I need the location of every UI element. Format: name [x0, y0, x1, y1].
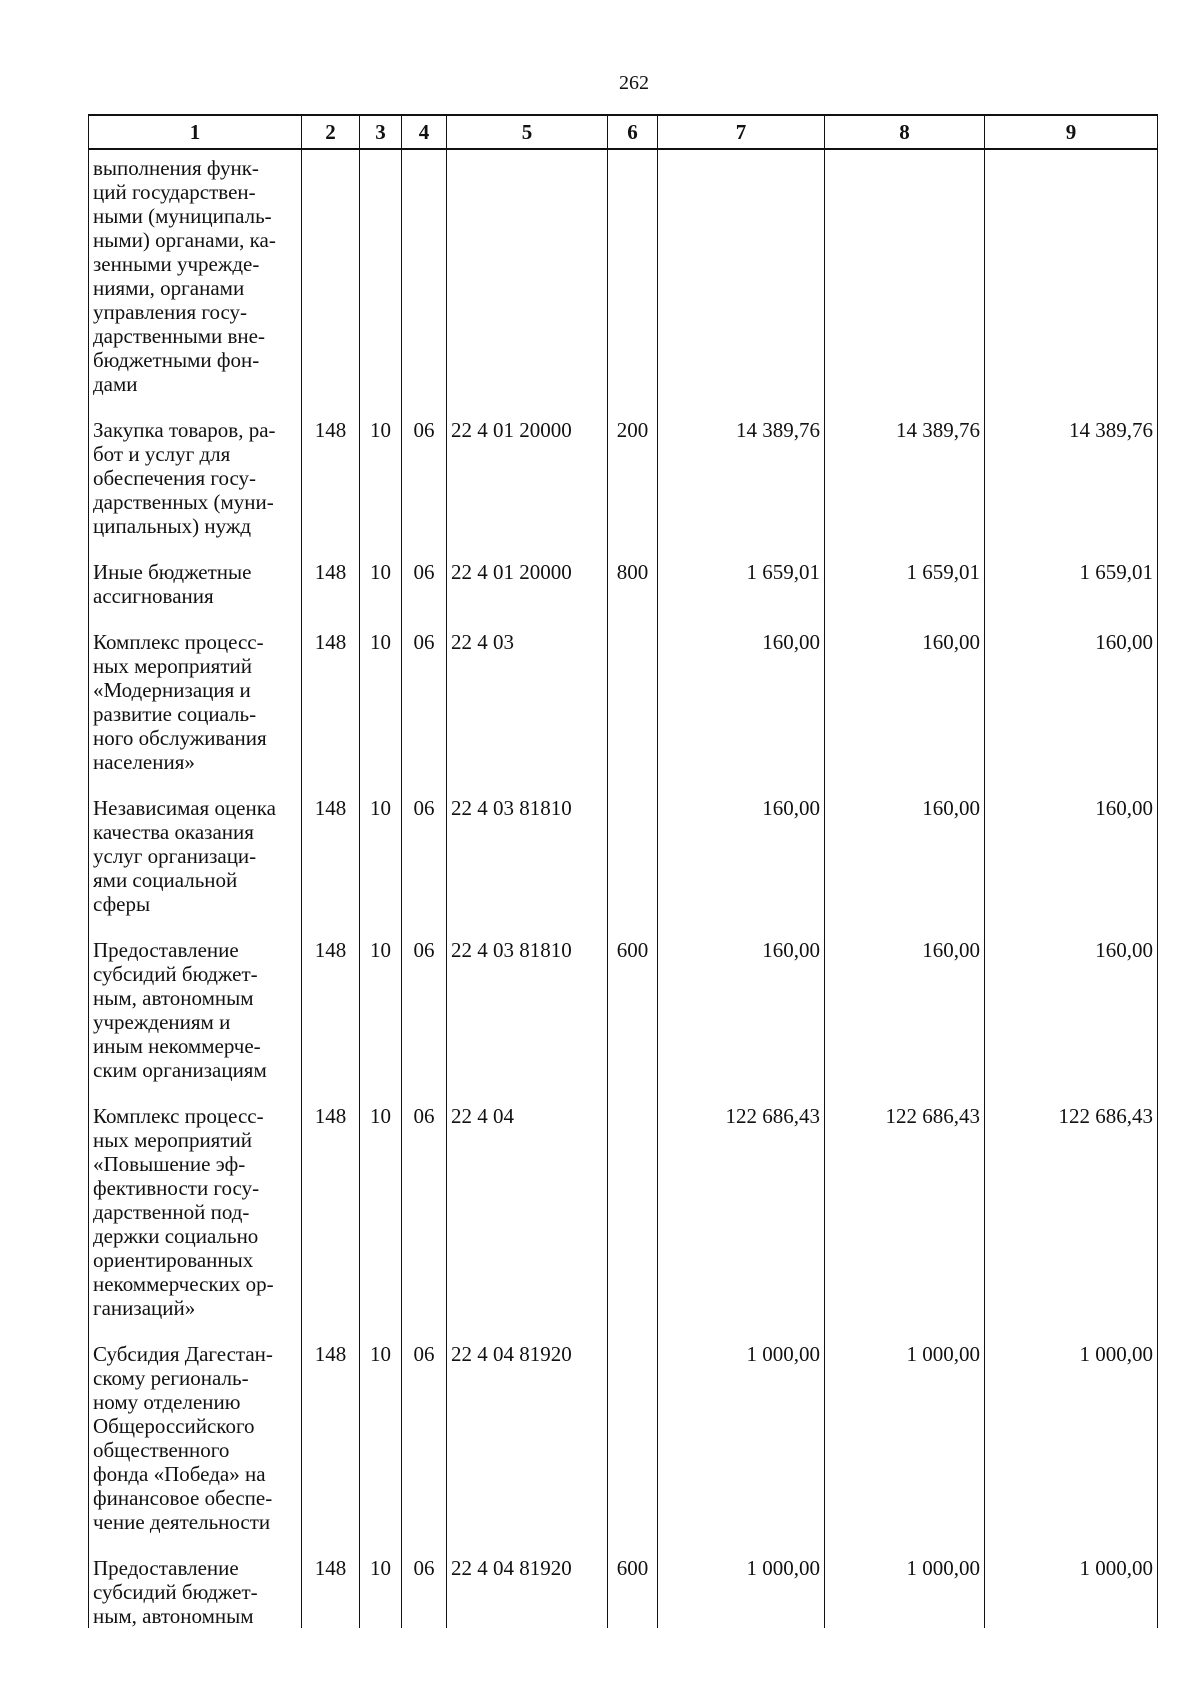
cell-col-3: 10: [360, 1550, 402, 1628]
cell-col-5: 22 4 03: [447, 624, 608, 790]
cell-col-9: [985, 149, 1158, 412]
cell-col-5: 22 4 04 81920: [447, 1550, 608, 1628]
table-header: [89, 115, 1158, 149]
cell-col-4: 06: [402, 1098, 447, 1336]
cell-col-9: 160,00: [985, 624, 1158, 790]
column-header-9: 9: [985, 115, 1158, 149]
cell-col-4: 06: [402, 624, 447, 790]
table-row: [89, 932, 1158, 1098]
cell-col-9: 1 000,00: [985, 1336, 1158, 1550]
cell-col-9: 14 389,76: [985, 412, 1158, 554]
column-header-2: 2: [302, 115, 360, 149]
cell-col-3: 10: [360, 790, 402, 932]
document-sheet: [88, 114, 1157, 1628]
cell-col-7: 1 000,00: [658, 1336, 825, 1550]
cell-col-4: [402, 149, 447, 412]
header-row: [89, 115, 1158, 149]
cell-col-2: 148: [302, 790, 360, 932]
page-number: 262: [619, 72, 649, 94]
cell-col-9: 160,00: [985, 790, 1158, 932]
cell-col-6: [608, 1098, 658, 1336]
cell-col-7: [658, 149, 825, 412]
cell-col-3: 10: [360, 624, 402, 790]
table-body: [89, 149, 1158, 1628]
cell-col-6: [608, 1336, 658, 1550]
table-row: [89, 149, 1158, 412]
cell-col-6: [608, 149, 658, 412]
cell-col-4: 06: [402, 412, 447, 554]
cell-col-6: 600: [608, 932, 658, 1098]
cell-col-8: 1 000,00: [825, 1336, 985, 1550]
row-description: Субсидия Дагестан- скому региональ- ному отделению Общероссийского общественного фонда «Победа» на финансовое обеспе- чение деятельности: [89, 1336, 302, 1550]
table-row: [89, 554, 1158, 624]
column-header-4: 4: [402, 115, 447, 149]
cell-col-4: 06: [402, 932, 447, 1098]
column-header-5: 5: [447, 115, 608, 149]
cell-col-6: 600: [608, 1550, 658, 1628]
cell-col-5: 22 4 03 81810: [447, 932, 608, 1098]
cell-col-2: 148: [302, 932, 360, 1098]
cell-col-7: 14 389,76: [658, 412, 825, 554]
cell-col-7: 160,00: [658, 790, 825, 932]
table-row: [89, 790, 1158, 932]
cell-col-8: 1 659,01: [825, 554, 985, 624]
cell-col-4: 06: [402, 790, 447, 932]
cell-col-8: 122 686,43: [825, 1098, 985, 1336]
table-row: [89, 624, 1158, 790]
cell-col-5: 22 4 04: [447, 1098, 608, 1336]
cell-col-2: 148: [302, 412, 360, 554]
cell-col-3: 10: [360, 1336, 402, 1550]
row-description: Закупка товаров, ра- бот и услуг для обеспечения госу- дарственных (муни- ципальных) нужд: [89, 412, 302, 554]
column-header-8: 8: [825, 115, 985, 149]
cell-col-2: 148: [302, 624, 360, 790]
column-header-6: 6: [608, 115, 658, 149]
row-description: Комплекс процесс- ных мероприятий «Модернизация и развитие социаль- ного обслуживания населения»: [89, 624, 302, 790]
cell-col-3: 10: [360, 412, 402, 554]
cell-col-2: [302, 149, 360, 412]
cell-col-9: 122 686,43: [985, 1098, 1158, 1336]
cell-col-4: 06: [402, 1550, 447, 1628]
cell-col-8: 160,00: [825, 932, 985, 1098]
cell-col-6: [608, 790, 658, 932]
cell-col-7: 160,00: [658, 932, 825, 1098]
cell-col-2: 148: [302, 554, 360, 624]
cell-col-3: [360, 149, 402, 412]
row-description: выполнения функ- ций государствен- ными (муниципаль- ными) органами, ка- зенными учрежде- ниями, органами управления госу- дарственными вне- бюджетными фон- дами: [89, 149, 302, 412]
cell-col-9: 1 659,01: [985, 554, 1158, 624]
cell-col-8: 160,00: [825, 790, 985, 932]
table-row: [89, 1336, 1158, 1550]
cell-col-3: 10: [360, 1098, 402, 1336]
cell-col-8: 14 389,76: [825, 412, 985, 554]
column-header-1: 1: [89, 115, 302, 149]
cell-col-5: 22 4 01 20000: [447, 554, 608, 624]
cell-col-4: 06: [402, 554, 447, 624]
row-description: Комплекс процесс- ных мероприятий «Повышение эф- фективности госу- дарственной под- держки социально ориентированных некоммерческих ор- ганизаций»: [89, 1098, 302, 1336]
column-header-7: 7: [658, 115, 825, 149]
cell-col-3: 10: [360, 554, 402, 624]
cell-col-5: 22 4 03 81810: [447, 790, 608, 932]
row-description: Предоставление субсидий бюджет- ным, автономным учреждениям и иным некоммерче- ским организациям: [89, 932, 302, 1098]
cell-col-6: 800: [608, 554, 658, 624]
cell-col-7: 160,00: [658, 624, 825, 790]
cell-col-9: 1 000,00: [985, 1550, 1158, 1628]
cell-col-6: [608, 624, 658, 790]
cell-col-2: 148: [302, 1336, 360, 1550]
cell-col-6: 200: [608, 412, 658, 554]
cell-col-5: 22 4 01 20000: [447, 412, 608, 554]
column-header-3: 3: [360, 115, 402, 149]
cell-col-7: 122 686,43: [658, 1098, 825, 1336]
cell-col-4: 06: [402, 1336, 447, 1550]
cell-col-2: 148: [302, 1550, 360, 1628]
cell-col-2: 148: [302, 1098, 360, 1336]
row-description: Независимая оценка качества оказания услуг организаци- ями социальной сферы: [89, 790, 302, 932]
table-row: [89, 1098, 1158, 1336]
cell-col-8: [825, 149, 985, 412]
cell-col-8: 160,00: [825, 624, 985, 790]
row-description: Предоставление субсидий бюджет- ным, автономным: [89, 1550, 302, 1628]
cell-col-9: 160,00: [985, 932, 1158, 1098]
table-row: [89, 412, 1158, 554]
cell-col-5: 22 4 04 81920: [447, 1336, 608, 1550]
cell-col-3: 10: [360, 932, 402, 1098]
cell-col-7: 1 000,00: [658, 1550, 825, 1628]
cell-col-5: [447, 149, 608, 412]
cell-col-8: 1 000,00: [825, 1550, 985, 1628]
table-row: [89, 1550, 1158, 1628]
budget-table: [88, 114, 1158, 1628]
row-description: Иные бюджетные ассигнования: [89, 554, 302, 624]
cell-col-7: 1 659,01: [658, 554, 825, 624]
